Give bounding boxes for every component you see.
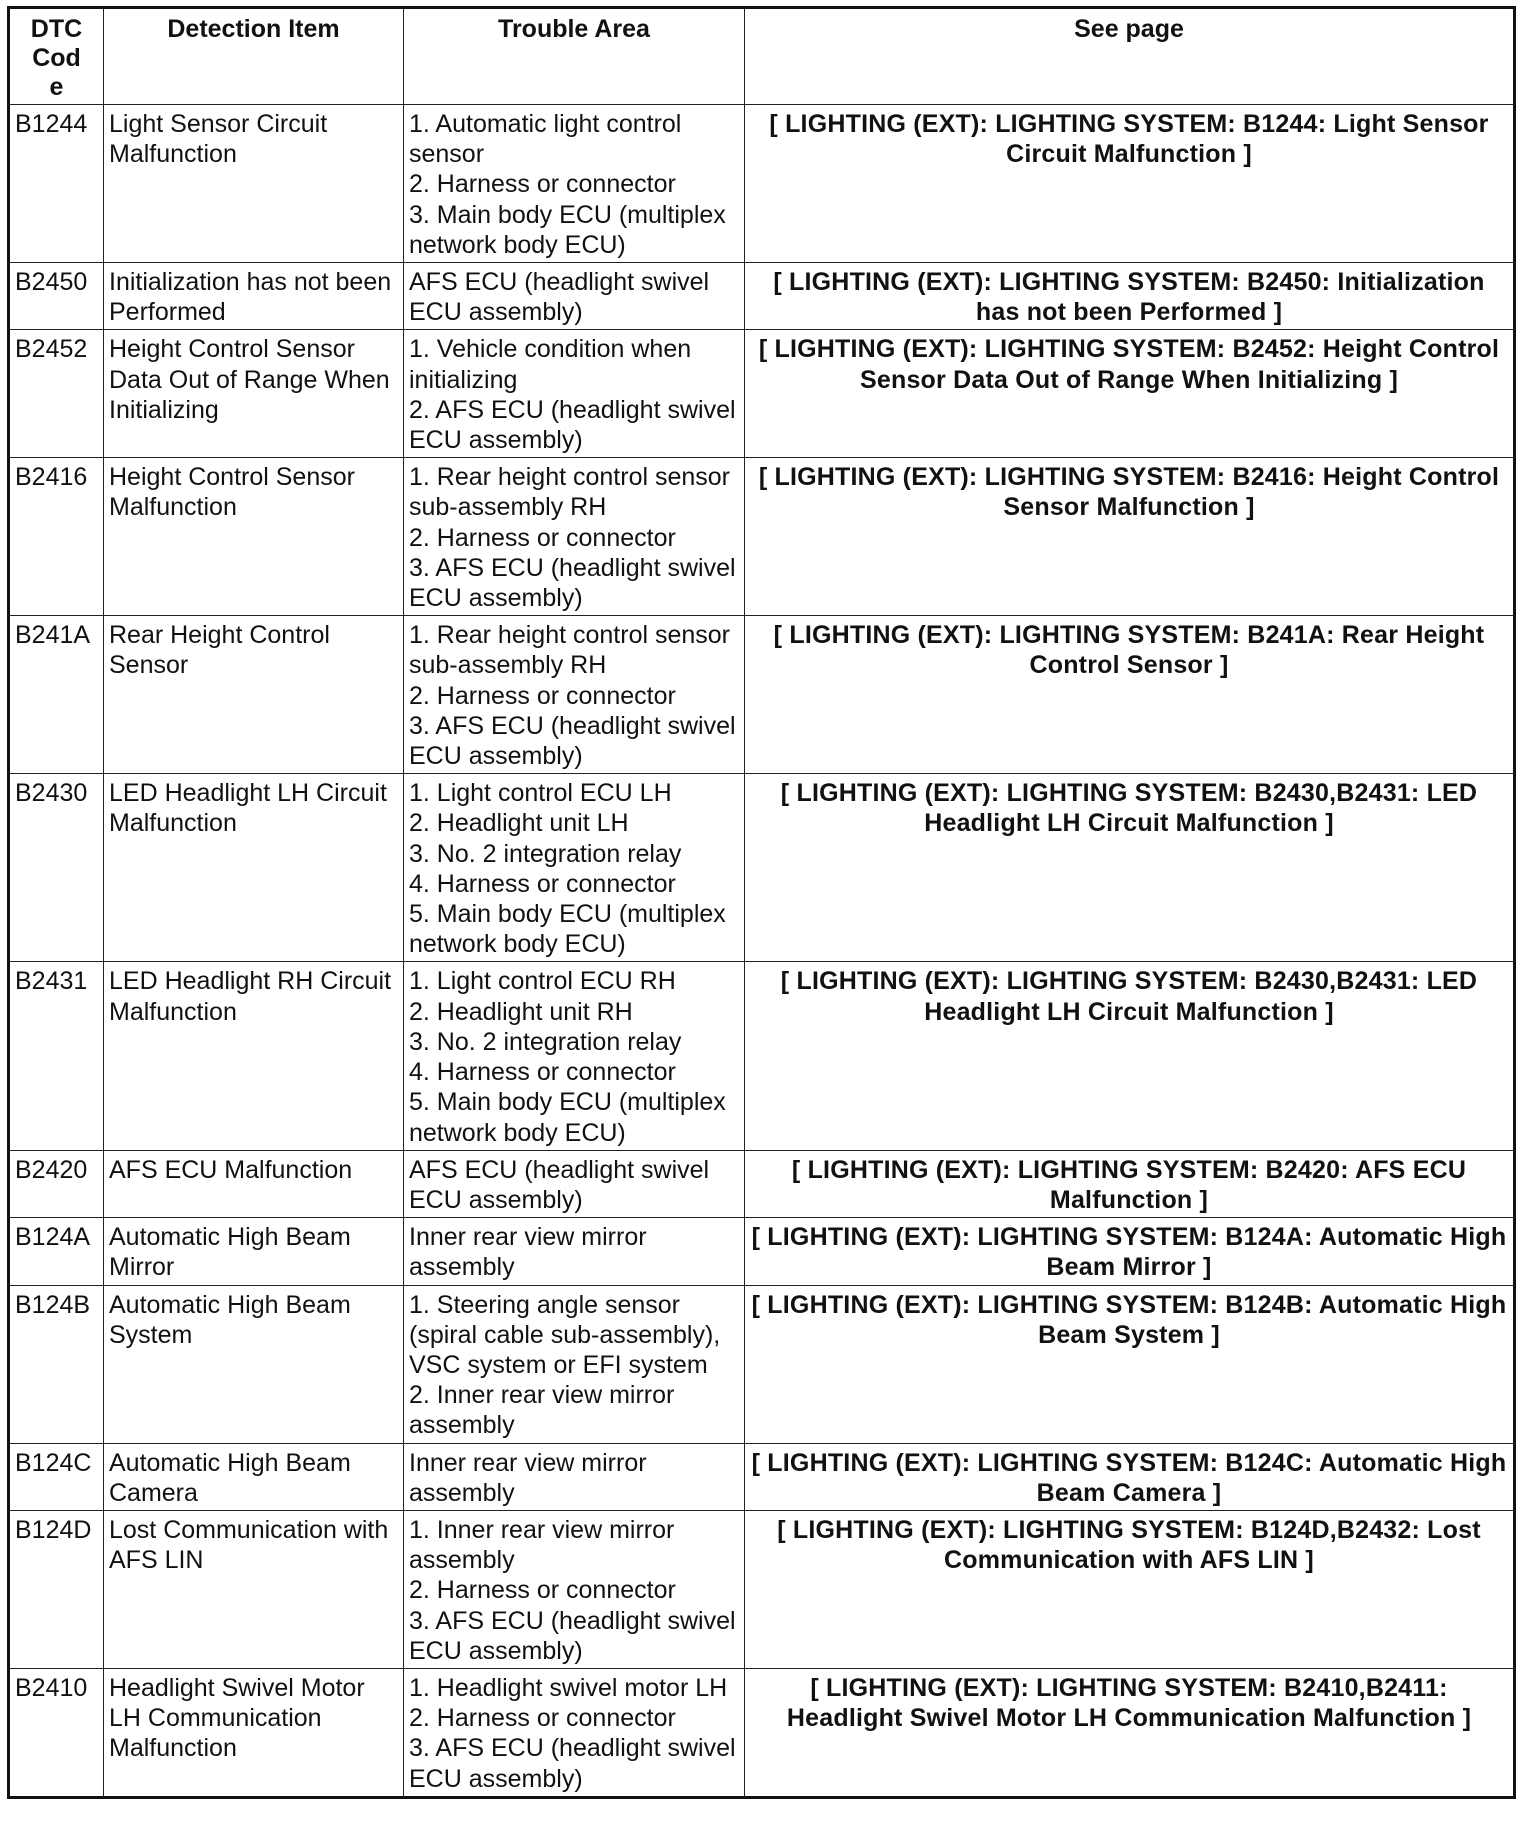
see-page-link[interactable]: [ LIGHTING (EXT): LIGHTING SYSTEM: B124A: Automatic High Beam Mirror ] — [745, 1218, 1515, 1285]
header-see-page: See page — [745, 8, 1515, 105]
trouble-area-cell: 1. Steering angle sensor (spiral cable sub-assembly), VSC system or EFI system 2. Inner rear view mirror assembly — [404, 1285, 745, 1443]
dtc-code-cell: B2431 — [9, 962, 104, 1150]
see-page-link[interactable]: [ LIGHTING (EXT): LIGHTING SYSTEM: B2430,B2431: LED Headlight LH Circuit Malfunction ] — [745, 962, 1515, 1150]
dtc-code-cell: B124D — [9, 1510, 104, 1668]
table-row — [9, 458, 1515, 616]
see-page-link[interactable]: [ LIGHTING (EXT): LIGHTING SYSTEM: B124D,B2432: Lost Communication with AFS LIN ] — [745, 1510, 1515, 1668]
detection-item-cell: Automatic High Beam System — [104, 1285, 404, 1443]
table-row — [9, 962, 1515, 1150]
trouble-area-cell: 1. Headlight swivel motor LH 2. Harness or connector 3. AFS ECU (headlight swivel ECU assembly) — [404, 1668, 745, 1797]
table-row — [9, 1285, 1515, 1443]
table-row — [9, 1218, 1515, 1285]
dtc-code-cell: B2430 — [9, 774, 104, 962]
table-row — [9, 1443, 1515, 1510]
see-page-link[interactable]: [ LIGHTING (EXT): LIGHTING SYSTEM: B241A: Rear Height Control Sensor ] — [745, 616, 1515, 774]
see-page-link[interactable]: [ LIGHTING (EXT): LIGHTING SYSTEM: B2430,B2431: LED Headlight LH Circuit Malfunction ] — [745, 774, 1515, 962]
see-page-link[interactable]: [ LIGHTING (EXT): LIGHTING SYSTEM: B1244: Light Sensor Circuit Malfunction ] — [745, 105, 1515, 263]
see-page-link[interactable]: [ LIGHTING (EXT): LIGHTING SYSTEM: B124C: Automatic High Beam Camera ] — [745, 1443, 1515, 1510]
see-page-link[interactable]: [ LIGHTING (EXT): LIGHTING SYSTEM: B2450: Initialization has not been Performed ] — [745, 263, 1515, 330]
dtc-code-cell: B124A — [9, 1218, 104, 1285]
trouble-area-cell: 1. Automatic light control sensor 2. Harness or connector 3. Main body ECU (multiplex network body ECU) — [404, 105, 745, 263]
trouble-area-cell: Inner rear view mirror assembly — [404, 1218, 745, 1285]
see-page-link[interactable]: [ LIGHTING (EXT): LIGHTING SYSTEM: B2452: Height Control Sensor Data Out of Range When Initializing ] — [745, 330, 1515, 458]
trouble-area-cell: Inner rear view mirror assembly — [404, 1443, 745, 1510]
dtc-code-cell: B2420 — [9, 1150, 104, 1217]
table-row — [9, 330, 1515, 458]
see-page-link[interactable]: [ LIGHTING (EXT): LIGHTING SYSTEM: B2420: AFS ECU Malfunction ] — [745, 1150, 1515, 1217]
table-row — [9, 263, 1515, 330]
detection-item-cell: Initialization has not been Performed — [104, 263, 404, 330]
header-trouble-area: Trouble Area — [404, 8, 745, 105]
detection-item-cell: Height Control Sensor Data Out of Range When Initializing — [104, 330, 404, 458]
detection-item-cell: Rear Height Control Sensor — [104, 616, 404, 774]
detection-item-cell: Light Sensor Circuit Malfunction — [104, 105, 404, 263]
trouble-area-cell: 1. Light control ECU LH 2. Headlight unit LH 3. No. 2 integration relay 4. Harness or connector 5. Main body ECU (multiplex network body ECU) — [404, 774, 745, 962]
detection-item-cell: LED Headlight LH Circuit Malfunction — [104, 774, 404, 962]
header-detection-item: Detection Item — [104, 8, 404, 105]
see-page-link[interactable]: [ LIGHTING (EXT): LIGHTING SYSTEM: B124B: Automatic High Beam System ] — [745, 1285, 1515, 1443]
detection-item-cell: Headlight Swivel Motor LH Communication Malfunction — [104, 1668, 404, 1797]
table-row — [9, 1668, 1515, 1797]
detection-item-cell: Automatic High Beam Camera — [104, 1443, 404, 1510]
dtc-code-cell: B2416 — [9, 458, 104, 616]
trouble-area-cell: 1. Vehicle condition when initializing 2. AFS ECU (headlight swivel ECU assembly) — [404, 330, 745, 458]
detection-item-cell: AFS ECU Malfunction — [104, 1150, 404, 1217]
dtc-table — [7, 6, 1516, 1799]
table-row — [9, 1510, 1515, 1668]
trouble-area-cell: 1. Rear height control sensor sub-assembly RH 2. Harness or connector 3. AFS ECU (headlight swivel ECU assembly) — [404, 616, 745, 774]
table-row — [9, 105, 1515, 263]
header-row — [9, 8, 1515, 105]
header-dtc-code: DTC Code — [9, 8, 104, 105]
dtc-code-cell: B2452 — [9, 330, 104, 458]
trouble-area-cell: AFS ECU (headlight swivel ECU assembly) — [404, 263, 745, 330]
detection-item-cell: Height Control Sensor Malfunction — [104, 458, 404, 616]
trouble-area-cell: 1. Rear height control sensor sub-assembly RH 2. Harness or connector 3. AFS ECU (headlight swivel ECU assembly) — [404, 458, 745, 616]
trouble-area-cell: 1. Inner rear view mirror assembly 2. Harness or connector 3. AFS ECU (headlight swivel ECU assembly) — [404, 1510, 745, 1668]
table-row — [9, 616, 1515, 774]
dtc-code-cell: B1244 — [9, 105, 104, 263]
detection-item-cell: Lost Communication with AFS LIN — [104, 1510, 404, 1668]
trouble-area-cell: AFS ECU (headlight swivel ECU assembly) — [404, 1150, 745, 1217]
see-page-link[interactable]: [ LIGHTING (EXT): LIGHTING SYSTEM: B2410,B2411: Headlight Swivel Motor LH Communication Malfunction ] — [745, 1668, 1515, 1797]
table-row — [9, 774, 1515, 962]
dtc-code-cell: B2410 — [9, 1668, 104, 1797]
trouble-area-cell: 1. Light control ECU RH 2. Headlight unit RH 3. No. 2 integration relay 4. Harness or connector 5. Main body ECU (multiplex network body ECU) — [404, 962, 745, 1150]
table-row — [9, 1150, 1515, 1217]
dtc-code-cell: B241A — [9, 616, 104, 774]
dtc-code-cell: B2450 — [9, 263, 104, 330]
see-page-link[interactable]: [ LIGHTING (EXT): LIGHTING SYSTEM: B2416: Height Control Sensor Malfunction ] — [745, 458, 1515, 616]
dtc-code-cell: B124C — [9, 1443, 104, 1510]
detection-item-cell: LED Headlight RH Circuit Malfunction — [104, 962, 404, 1150]
dtc-code-cell: B124B — [9, 1285, 104, 1443]
detection-item-cell: Automatic High Beam Mirror — [104, 1218, 404, 1285]
